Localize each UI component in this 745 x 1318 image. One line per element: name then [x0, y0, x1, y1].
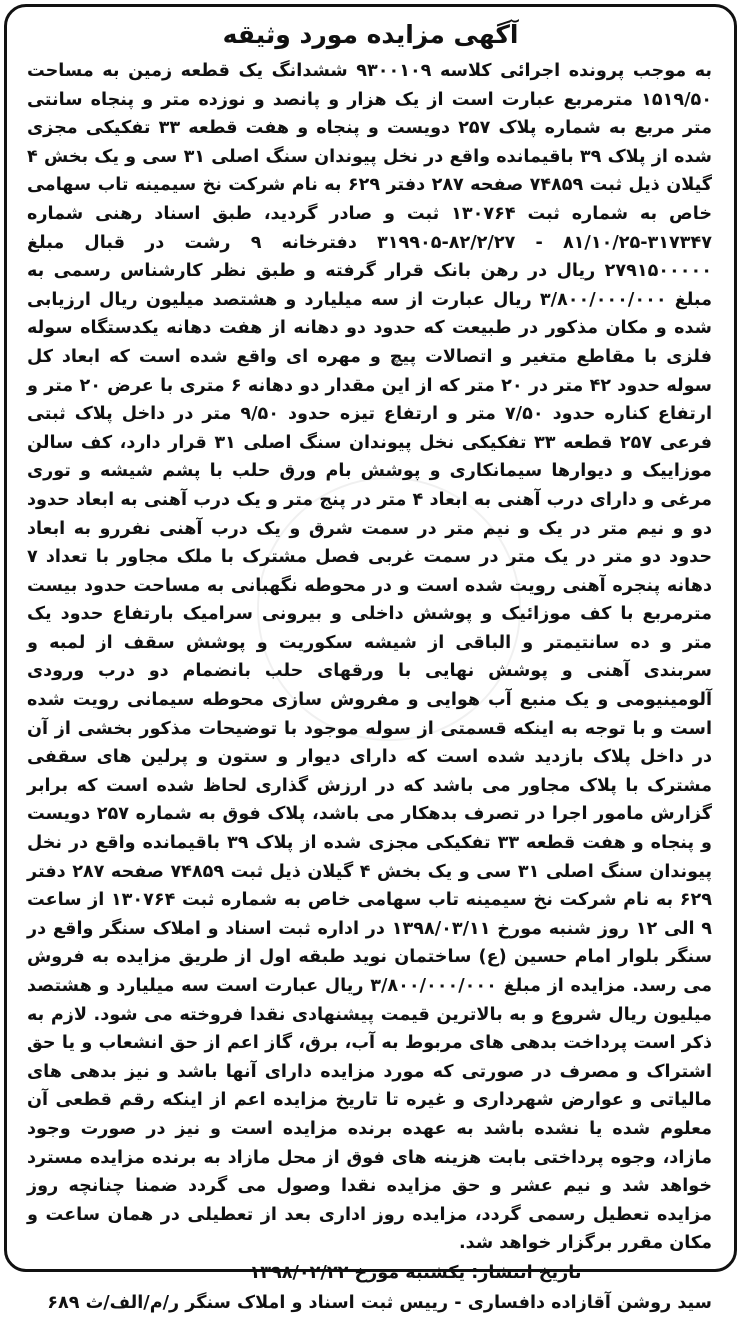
notice-body: به موجب پرونده اجرائی کلاسه ۹۳۰۰۱۰۹ ششدانگ یک قطعه زمین به مساحت ۱۵۱۹/۵۰ مترمربع عبارت است از یک هزار و پانصد و نوزده متر و پنجاه سانتی متر مربع به شماره پلاک ۲۵۷ دویست و پنجاه و هفت قطعه ۳۳ تفکیکی مجزی شده از پلاک ۳۹ باقیمانده واقع در نخل پیوندان سنگ اصلی ۳۱ سی و یک بخش ۴ گیلان ذیل ثبت ۷۴۸۵۹ صفحه ۲۸۷ دفتر ۶۲۹ به نام شرکت نخ سیمینه تاب سهامی خاص به شماره ثبت ۱۳۰۷۶۴ ثبت و صادر گردید، طبق اسناد رهنی شماره ۳۱۷۳۴۷-۸۱/۱۰/۲۵ - ۸۲/۲/۲۷-۳۱۹۹۰۵ دفترخانه ۹ رشت در قبال مبلغ ۲۷۹۱۵۰۰۰۰۰ ریال در رهن بانک قرار گرفته و طبق نظر کارشناس رسمی به مبلغ ۳/۸۰۰/۰۰۰/۰۰۰ ریال عبارت از سه میلیارد و هشتصد میلیون ریال ارزیابی شده و مکان مذکور در طبیعت که حدود دو دهانه از هفت دهانه یکدستگاه سوله فلزی با مقاطع متغیر و اتصالات پیچ و مهره ای واقع شده است که ابعاد کل سوله حدود ۴۲ متر در ۲۰ متر که از این مقدار دو دهانه ۶ متری با عرض ۲۰ متر و ارتفاع کناره حدود ۷/۵۰ متر و ارتفاع تیزه حدود ۹/۵۰ متر در داخل پلاک ثبتی فرعی ۲۵۷ قطعه ۳۳ تفکیکی نخل پیوندان سنگ اصلی ۳۱ قرار دارد، کف سالن موزاییک و دیوارها سیمانکاری و پوشش بام ورق حلب با پشم شیشه و توری مرغی و دارای درب آهنی به ابعاد ۴ متر در پنج متر و یک درب آهنی به ابعاد حدود دو و نیم متر در یک و نیم متر در سمت شرق و یک درب آهنی نفررو به ابعاد حدود دو متر در یک متر در سمت غربی فصل مشترک با ملک مجاور با تعداد ۷ دهانه پنجره آهنی رویت شده است و در محوطه نگهبانی به مساحت حدود بیست مترمربع با کف موزائیک و پوشش داخلی و بیرونی سرامیک بارتفاع حدود یک متر و ده سانتیمتر و الباقی از شیشه سکوریت و پوشش سقف از لمبه و سربندی آهنی و پوشش نهایی با ورقهای حلب بانضمام دو درب ورودی آلومینیومی و یک منبع آب هوایی و مفروش سازی محوطه سیمانی رویت شده است و با توجه به اینکه قسمتی از سوله موجود با توضیحات مذکور بخشی از آن در داخل پلاک بازدید شده است که دارای دیوار و ستون و پرلین های سقفی مشترک با پلاک مجاور می باشد که در ارزش گذاری لحاظ شده است که برابر گزارش مامور اجرا در تصرف بدهکار می باشد، پلاک فوق به شماره ۲۵۷ دویست و پنجاه و هفت قطعه ۳۳ تفکیکی مجزی شده از پلاک ۳۹ باقیمانده واقع در نخل پیوندان سنگ اصلی ۳۱ سی و یک بخش ۴ گیلان ذیل ثبت ۷۴۸۵۹ صفحه ۲۸۷ دفتر ۶۲۹ به نام شرکت نخ سیمینه تاب سهامی خاص به شماره ثبت ۱۳۰۷۶۴ از ساعت ۹ الی ۱۲ روز شنبه مورخ ۱۳۹۸/۰۳/۱۱ در اداره ثبت اسناد و املاک سنگر واقع در سنگر بلوار امام حسین (ع) ساختمان نوید طبقه اول از طریق مزایده به فروش می رسد. مزایده از مبلغ ۳/۸۰۰/۰۰۰/۰۰۰ ریال عبارت است سه میلیارد و هشتصد میلیون ریال شروع و به بالاترین قیمت پیشنهادی نقدا فروخته می شود. لازم به ذکر است پرداخت بدهی های مربوط به آب، برق، گاز اعم از حق انشعاب و یا حق اشتراک و مصرف در صورتی که مورد مزایده دارای آنها باشد و نیز بدهی های مالیاتی و عوارض شهرداری و غیره تا تاریخ مزایده اعم از اینکه رقم قطعی آن معلوم شده یا نشده باشد به عهده برنده مزایده است و نیز در صورت وجود مازاد، وجوه پرداختی بابت هزینه های فوق از محل مازاد به برنده مزایده مسترد خواهد شد و نیم عشر و حق مزایده نقدا وصول می گردد ضمنا چنانچه روز مزایده تعطیل رسمی گردد، مزایده روز اداری بعد از تعطیلی در همان ساعت و مکان مقرر برگزار خواهد شد. — [27, 61, 713, 1254]
publication-date: تاریخ انتشار: یکشنبه مورخ ۱۳۹۸/۰۲/۲۲ — [249, 1262, 582, 1283]
signature-line: سید روشن آقازاده دافساری - رییس ثبت اسناد و املاک سنگر ر/م/الف/ث ۶۸۹ — [47, 1292, 712, 1313]
notice-title: آگهی مزایده مورد وثیقه — [222, 20, 519, 49]
notice-frame — [4, 4, 737, 1313]
